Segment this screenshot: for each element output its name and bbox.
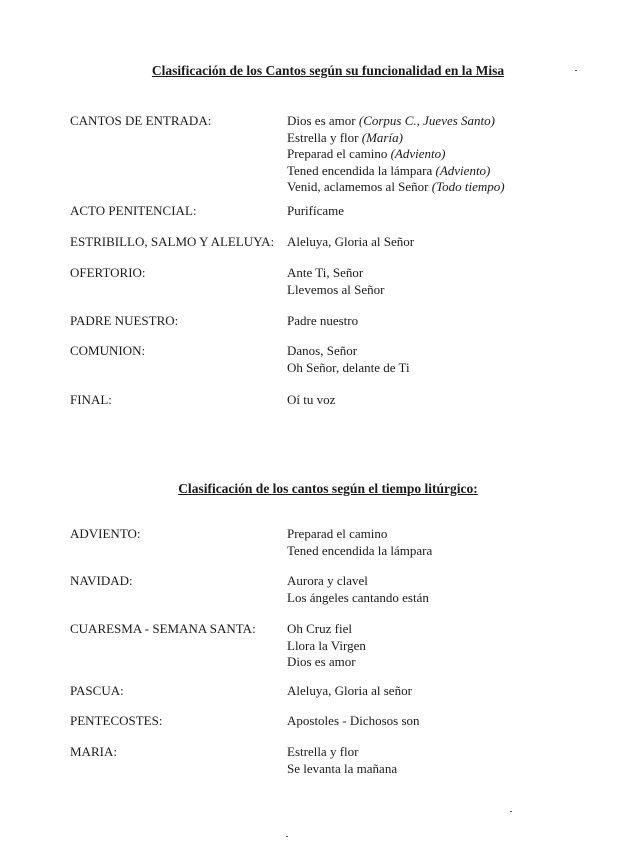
song-item: Tened encendida la lámpara (Adviento) <box>287 162 491 178</box>
song-list <box>287 621 366 671</box>
scan-speck <box>286 836 288 837</box>
song-item: Danos, Señor <box>287 343 358 358</box>
song-item: Aleluya, Gloria al Señor <box>287 234 415 249</box>
scan-speck <box>510 811 512 812</box>
category-label: CANTOS DE ENTRADA: <box>70 113 212 128</box>
category-label: PADRE NUESTRO: <box>70 313 179 328</box>
category-label: FINAL: <box>70 392 112 407</box>
song-list <box>287 113 505 196</box>
song-list <box>287 392 335 409</box>
section-2-title: Clasificación de los cantos según el tiempo litúrgico: <box>178 481 478 496</box>
song-item: Ante Ti, Señor <box>287 265 364 280</box>
song-item: Purifícame <box>287 203 345 218</box>
song-item: Tened encendida la lámpara <box>287 542 433 558</box>
song-item: Los ángeles cantando están <box>287 589 429 605</box>
song-note: (Corpus C., Jueves Santo) <box>358 113 495 128</box>
song-item: Dios es amor <box>287 654 356 669</box>
song-item: Venid, aclamemos al Señor (Todo tiempo) <box>287 179 505 194</box>
song-item: Preparad el camino <box>287 526 388 541</box>
category-label: PENTECOSTES: <box>70 713 163 728</box>
category-label: PASCUA: <box>70 683 124 698</box>
song-note: (Adviento) <box>435 162 491 178</box>
song-item: Se levanta la mañana <box>287 760 398 776</box>
category-label: OFERTORIO: <box>70 265 146 280</box>
song-item: Oh Señor, delante de Ti <box>287 359 410 375</box>
song-item: Oh Cruz fiel <box>287 621 352 636</box>
song-list <box>287 313 358 330</box>
song-list <box>287 343 410 376</box>
song-note: (María) <box>361 129 403 145</box>
song-item: Dios es amor (Corpus C., Jueves Santo) <box>287 113 495 128</box>
song-list <box>287 203 344 220</box>
category-label: MARIA: <box>70 744 117 759</box>
category-label: NAVIDAD: <box>70 573 133 588</box>
song-list <box>287 573 429 606</box>
song-item: Aurora y clavel <box>287 573 368 588</box>
song-item: Estrella y flor <box>287 744 359 759</box>
song-item: Apostoles - Dichosos son <box>287 713 420 728</box>
category-label: ESTRIBILLO, SALMO Y ALELUYA: <box>70 234 275 249</box>
scan-speck <box>575 70 577 71</box>
song-item: Llevemos al Señor <box>287 281 385 297</box>
song-item: Llora la Virgen <box>287 637 366 653</box>
song-item: Padre nuestro <box>287 313 359 328</box>
song-list <box>287 265 384 298</box>
song-item: Preparad el camino (Adviento) <box>287 146 446 161</box>
song-list <box>287 683 412 700</box>
section-1-title: Clasificación de los Cantos según su funcionalidad en la Misa <box>151 63 505 78</box>
song-list <box>287 234 414 251</box>
song-list <box>287 713 420 730</box>
category-label: ADVIENTO: <box>70 526 141 541</box>
category-label: COMUNION: <box>70 343 146 358</box>
song-note: (Todo tiempo) <box>431 179 505 194</box>
song-note: (Adviento) <box>390 146 446 161</box>
song-item: Aleluya, Gloria al señor <box>287 683 412 698</box>
category-label: ACTO PENITENCIAL: <box>70 203 197 218</box>
song-list <box>287 526 432 559</box>
song-item: Estrella y flor (María) <box>287 129 403 145</box>
song-item: Oí tu voz <box>287 392 336 407</box>
song-list <box>287 744 397 777</box>
category-label: CUARESMA - SEMANA SANTA: <box>70 621 256 636</box>
